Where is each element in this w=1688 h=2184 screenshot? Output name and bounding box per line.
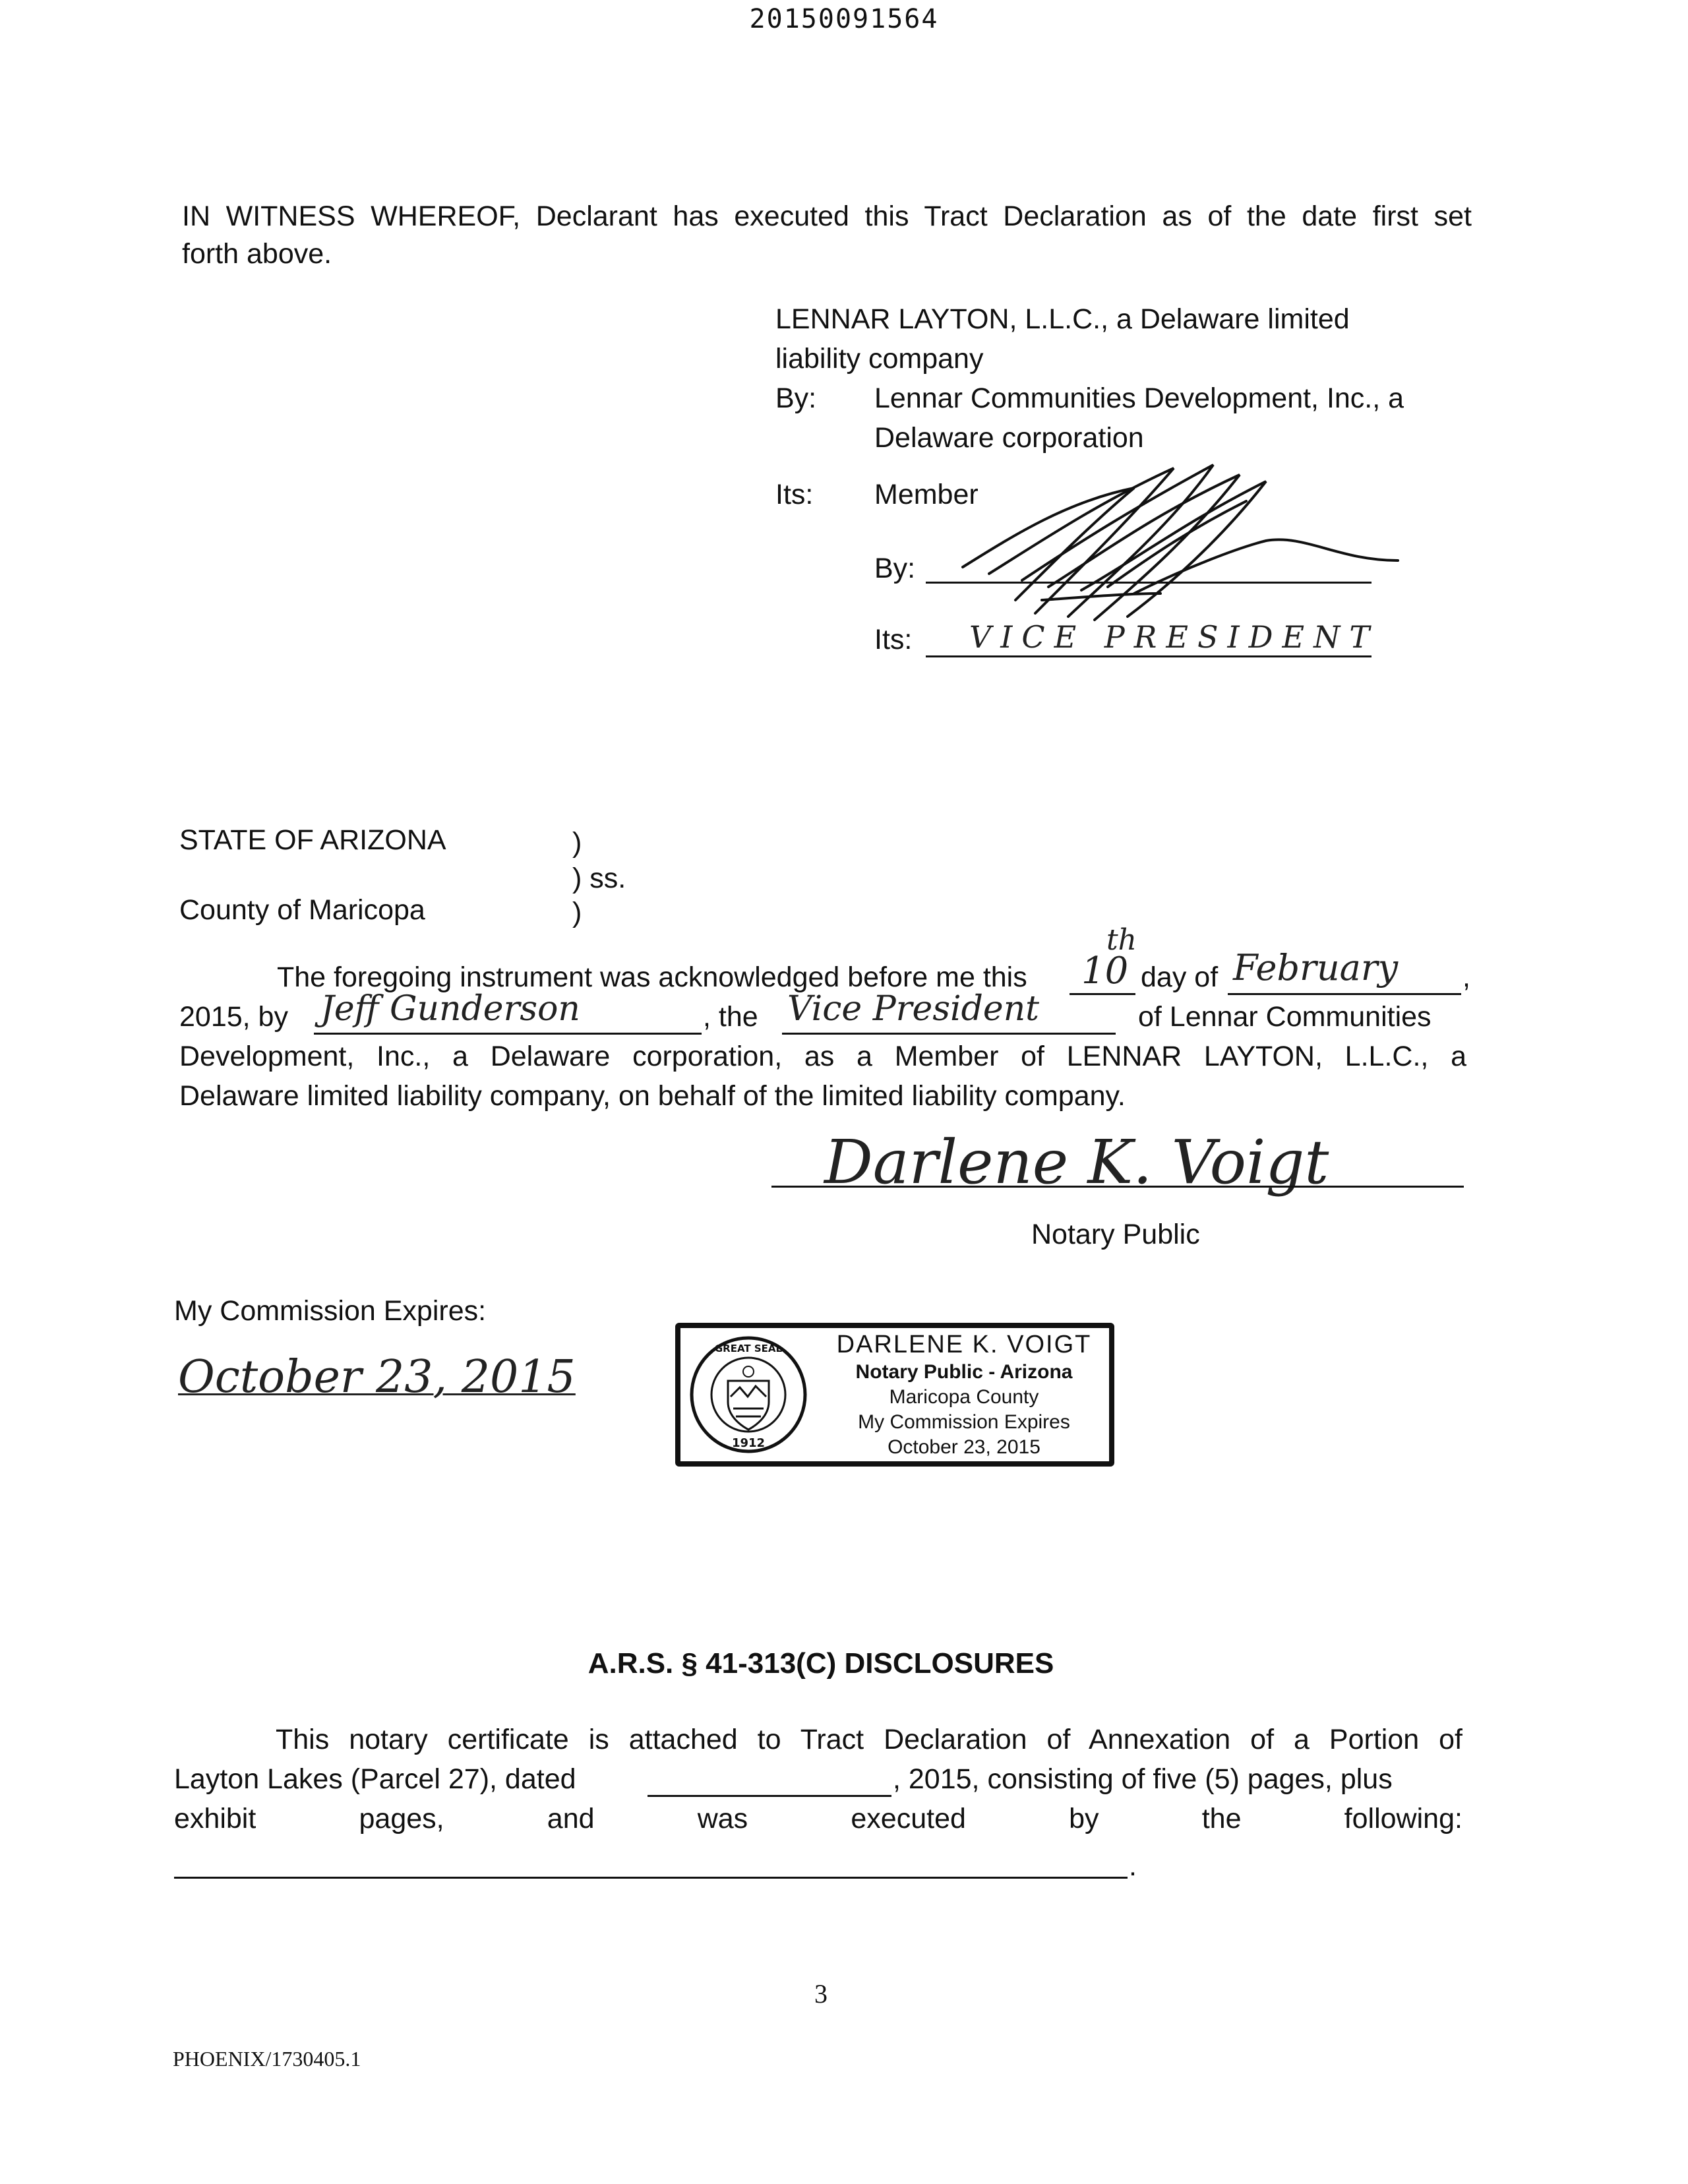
disclosures-line-1: This notary certificate is attached to Tract Declaration of Annexation of a Portion of bbox=[276, 1724, 1462, 1755]
notary-stamp bbox=[675, 1323, 1114, 1467]
company-line-1: LENNAR LAYTON, L.L.C., a Delaware limited bbox=[775, 303, 1350, 335]
by2-label: By: bbox=[874, 553, 916, 584]
officer-signature bbox=[936, 462, 1411, 633]
ack-line-2a: 2015, by bbox=[179, 1001, 288, 1033]
venue-paren-3: ) bbox=[572, 897, 582, 928]
disclosures-heading: A.R.S. § 41-313(C) DISCLOSURES bbox=[588, 1647, 1054, 1680]
disclosures-word: following: bbox=[1344, 1803, 1462, 1835]
stamp-county: Maricopa County bbox=[889, 1386, 1039, 1408]
its2-handwritten-title: VICE PRESIDENT bbox=[969, 619, 1379, 655]
by-entity-line-2: Delaware corporation bbox=[874, 422, 1144, 454]
recording-number: 20150091564 bbox=[749, 4, 939, 34]
notary-public-label: Notary Public bbox=[1031, 1219, 1200, 1250]
ack-line-1c: , bbox=[1462, 961, 1470, 993]
ack-name-line bbox=[314, 1033, 702, 1035]
state-seal bbox=[687, 1333, 810, 1456]
disclosures-line-3 bbox=[174, 1799, 1462, 1838]
ack-line-2c: of Lennar Communities bbox=[1138, 1001, 1432, 1033]
disclosures-word: by bbox=[1069, 1803, 1099, 1835]
disclosures-word: was bbox=[697, 1803, 748, 1835]
ack-month-line bbox=[1228, 993, 1461, 995]
stamp-expires-date: October 23, 2015 bbox=[888, 1436, 1040, 1458]
its-value: Member bbox=[874, 479, 979, 510]
disclosures-line-2b: , 2015, consisting of five (5) pages, plus bbox=[893, 1763, 1393, 1795]
disclosures-word: exhibit bbox=[174, 1803, 256, 1835]
disclosures-word: the bbox=[1201, 1803, 1242, 1835]
ack-day-line bbox=[1070, 993, 1135, 995]
disclosures-line-2a: Layton Lakes (Parcel 27), dated bbox=[174, 1763, 576, 1795]
ack-line-2b: , the bbox=[703, 1001, 758, 1033]
by-entity-line-1: Lennar Communities Development, Inc., a bbox=[874, 382, 1404, 414]
disclosures-word: executed bbox=[851, 1803, 966, 1835]
witness-line-2: forth above. bbox=[182, 238, 332, 270]
its-label: Its: bbox=[775, 479, 814, 510]
commission-date: October 23, 2015 bbox=[178, 1351, 576, 1403]
commission-label: My Commission Expires: bbox=[174, 1295, 487, 1327]
disclosures-line-4-end: . bbox=[1129, 1850, 1137, 1882]
venue-county: County of Maricopa bbox=[179, 894, 425, 926]
ack-month: February bbox=[1233, 947, 1399, 988]
witness-line-1: IN WITNESS WHEREOF, Declarant has executed this Tract Declaration as of the date first set bbox=[182, 200, 1472, 232]
seal-year: 1912 bbox=[731, 1436, 766, 1450]
stamp-expires-label: My Commission Expires bbox=[858, 1411, 1070, 1433]
ack-name: Jeff Gunderson bbox=[320, 989, 580, 1029]
ack-title-line bbox=[782, 1033, 1116, 1035]
its2-signature-line bbox=[926, 655, 1372, 657]
disclosures-word: and bbox=[547, 1803, 595, 1835]
by-label: By: bbox=[775, 382, 817, 414]
company-line-2: liability company bbox=[775, 343, 984, 375]
notary-signature: Darlene K. Voigt bbox=[824, 1127, 1329, 1198]
executed-by-blank-line bbox=[174, 1877, 1128, 1879]
ack-line-3: Development, Inc., a Delaware corporation, as a Member of LENNAR LAYTON, L.L.C., a bbox=[179, 1041, 1466, 1072]
document-id: PHOENIX/1730405.1 bbox=[173, 2047, 361, 2071]
ack-line-1b: day of bbox=[1141, 961, 1219, 993]
stamp-name: DARLENE K. VOIGT bbox=[836, 1331, 1092, 1358]
venue-paren-1: ) bbox=[572, 827, 582, 859]
page-number: 3 bbox=[814, 1979, 828, 2009]
venue-ss: ) ss. bbox=[572, 863, 626, 894]
venue-state: STATE OF ARIZONA bbox=[179, 824, 446, 856]
svg-text:GREAT SEAL: GREAT SEAL bbox=[714, 1343, 783, 1354]
ack-day-sup: th bbox=[1106, 923, 1137, 957]
ack-line-1a: The foregoing instrument was acknowledged before me this bbox=[277, 961, 1027, 993]
disclosures-word: pages, bbox=[359, 1803, 444, 1835]
ack-title: Vice President bbox=[787, 989, 1040, 1029]
dated-blank-line bbox=[648, 1795, 891, 1797]
ack-day: 10 bbox=[1081, 950, 1129, 992]
its2-label: Its: bbox=[874, 624, 913, 655]
notary-signature-line bbox=[771, 1186, 1464, 1188]
stamp-title: Notary Public - Arizona bbox=[855, 1361, 1073, 1383]
ack-line-4: Delaware limited liability company, on behalf of the limited liability company. bbox=[179, 1080, 1126, 1112]
